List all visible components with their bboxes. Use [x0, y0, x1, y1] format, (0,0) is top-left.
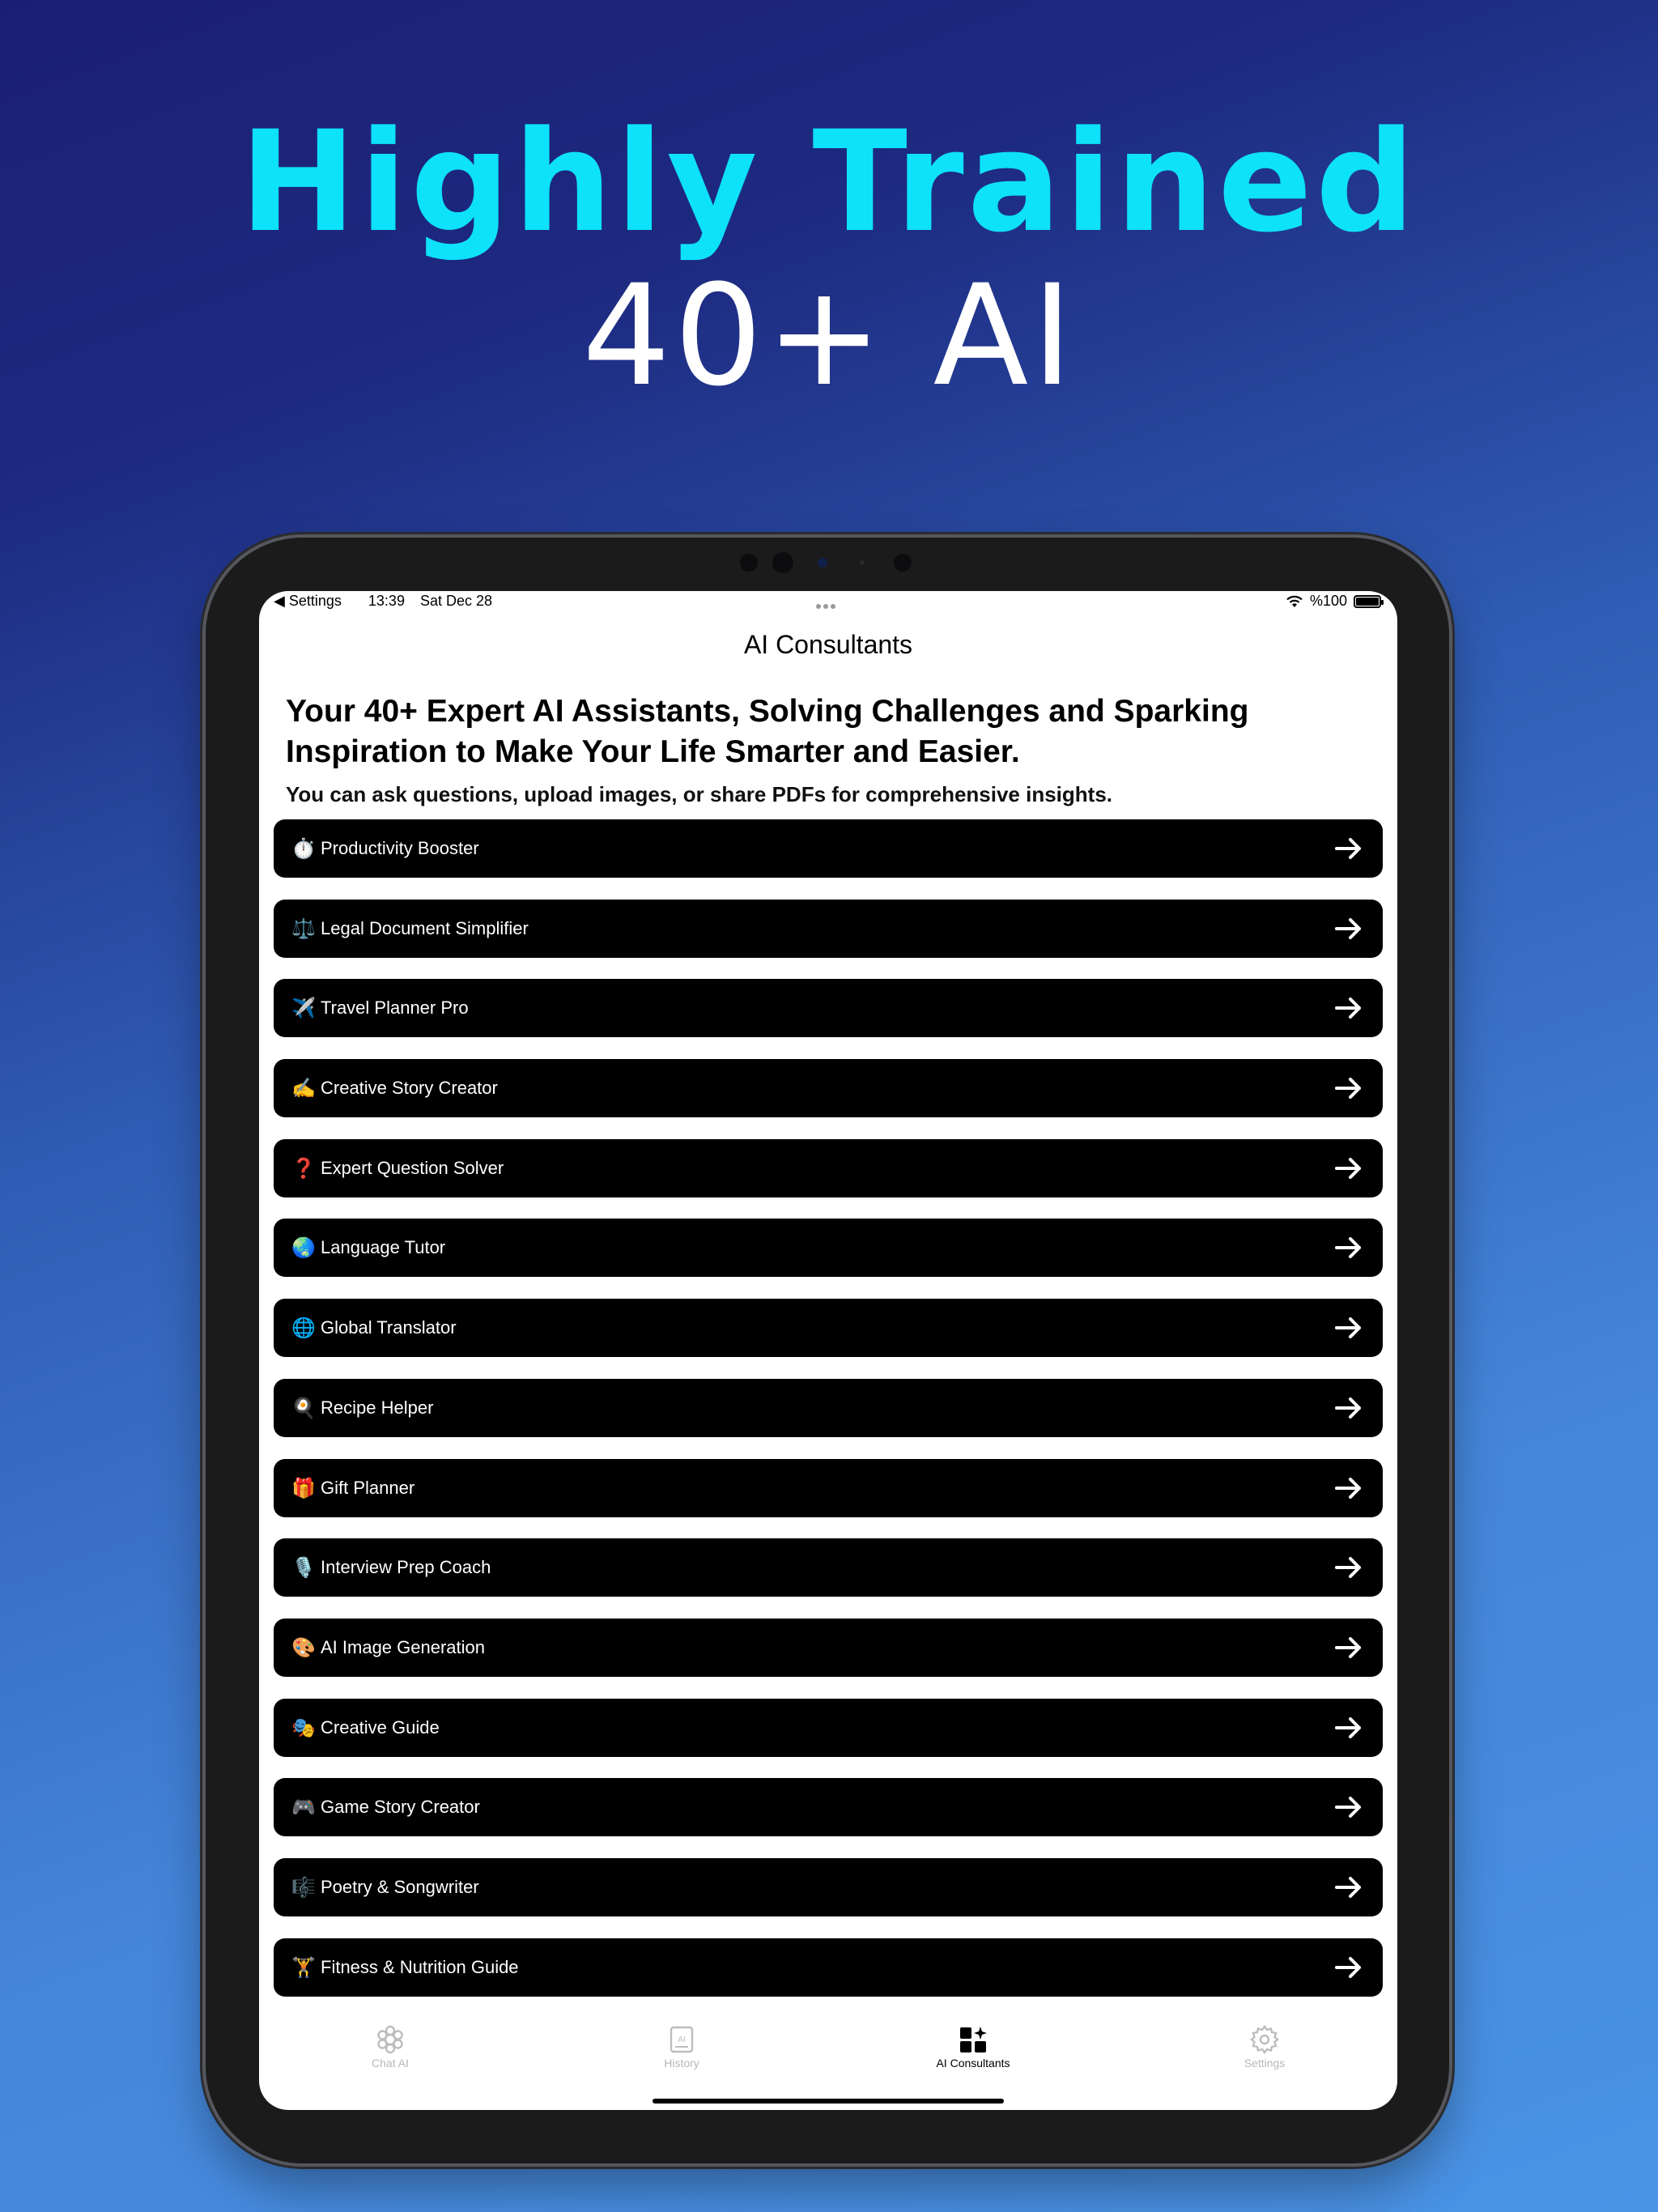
tab-history[interactable]: [601, 2024, 763, 2069]
tab-label: Chat AI: [372, 2057, 409, 2069]
sensor-icon: [860, 560, 865, 565]
status-time: 13:39: [368, 593, 405, 609]
promo-headline: [0, 100, 1658, 417]
consultant-row[interactable]: [274, 1938, 1383, 1997]
back-app-label: Settings: [288, 593, 342, 609]
consultant-emoji-icon: ✍️: [291, 1077, 316, 1100]
sensor-icon: [894, 554, 912, 572]
consultant-row[interactable]: [274, 979, 1383, 1037]
arrow-right-icon: [1333, 1472, 1365, 1504]
arrow-right-icon: [1333, 1712, 1365, 1744]
headline-line1: Highly Trained: [240, 100, 1418, 263]
consultant-emoji-icon: 🎭: [291, 1716, 316, 1739]
consultant-label: Fitness & Nutrition Guide: [321, 1956, 519, 1977]
grid-sparkle-icon: [958, 2024, 988, 2055]
consultant-emoji-icon: 🎁: [291, 1476, 316, 1499]
consultant-row[interactable]: [274, 900, 1383, 958]
consultant-emoji-icon: 🍳: [291, 1396, 316, 1419]
consultant-emoji-icon: 🎙️: [291, 1556, 316, 1580]
consultant-emoji-icon: 🌏: [291, 1236, 316, 1260]
history-document-icon: [666, 2024, 697, 2055]
arrow-right-icon: [1333, 992, 1365, 1024]
arrow-right-icon: [1333, 1312, 1365, 1344]
consultant-label: Interview Prep Coach: [321, 1557, 491, 1578]
consultant-emoji-icon: ❓: [291, 1156, 316, 1180]
gear-icon: [1249, 2024, 1280, 2055]
tab-bar: [259, 2024, 1397, 2110]
back-to-settings-link[interactable]: ◀ Settings: [274, 593, 342, 609]
consultant-row[interactable]: [274, 1778, 1383, 1836]
consultant-row[interactable]: [274, 1139, 1383, 1197]
consultant-row[interactable]: [274, 819, 1383, 878]
consultant-label: Creative Story Creator: [321, 1078, 498, 1099]
app-screen: [259, 591, 1397, 2110]
consultant-row[interactable]: [274, 1299, 1383, 1357]
consultant-emoji-icon: 🎨: [291, 1636, 316, 1659]
front-camera-icon: [818, 558, 827, 568]
consultant-label: Gift Planner: [321, 1477, 415, 1498]
arrow-right-icon: [1333, 1871, 1365, 1904]
consultant-emoji-icon: 🌐: [291, 1317, 316, 1340]
arrow-right-icon: [1333, 1072, 1365, 1104]
consultant-label: Recipe Helper: [321, 1397, 434, 1418]
consultant-row[interactable]: [274, 1459, 1383, 1517]
consultant-emoji-icon: 🎼: [291, 1875, 316, 1899]
wifi-icon: [1286, 595, 1303, 608]
consultant-emoji-icon: 🎮: [291, 1796, 316, 1819]
consultant-label: Productivity Booster: [321, 838, 479, 858]
consultant-row[interactable]: [274, 1538, 1383, 1597]
consultant-row[interactable]: [274, 1219, 1383, 1277]
consultant-emoji-icon: 🏋️: [291, 1955, 316, 1979]
consultant-label: Global Translator: [321, 1317, 457, 1338]
ipad-device-frame: [206, 538, 1449, 2163]
consultant-label: Travel Planner Pro: [321, 998, 469, 1019]
consultant-row[interactable]: [274, 1059, 1383, 1117]
consultant-label: Language Tutor: [321, 1237, 446, 1258]
consultant-row[interactable]: [274, 1379, 1383, 1437]
arrow-right-icon: [1333, 912, 1365, 945]
consultant-row[interactable]: [274, 1858, 1383, 1916]
consultant-emoji-icon: ⚖️: [291, 917, 316, 940]
arrow-right-icon: [1333, 1791, 1365, 1823]
home-indicator[interactable]: [653, 2099, 1004, 2104]
tab-label: Settings: [1244, 2057, 1286, 2069]
consultant-label: Creative Guide: [321, 1716, 440, 1738]
intro-subtitle: You can ask questions, upload images, or share PDFs for comprehensive insights.: [286, 782, 1113, 806]
consultant-label: Expert Question Solver: [321, 1157, 504, 1178]
status-bar: [259, 591, 1397, 610]
consultant-emoji-icon: ✈️: [291, 997, 316, 1020]
tab-ai-consultants[interactable]: [892, 2024, 1054, 2069]
battery-icon: [1354, 595, 1381, 608]
consultant-label: Poetry & Songwriter: [321, 1876, 479, 1897]
arrow-right-icon: [1333, 1951, 1365, 1984]
brain-icon: [375, 2024, 406, 2055]
consultant-label: Game Story Creator: [321, 1797, 480, 1818]
tab-settings[interactable]: [1184, 2024, 1346, 2069]
battery-percent: %100: [1309, 593, 1347, 609]
consultant-list: [274, 819, 1383, 2018]
status-date: Sat Dec 28: [419, 593, 493, 609]
sensor-icon: [740, 554, 758, 572]
arrow-right-icon: [1333, 832, 1365, 865]
arrow-right-icon: [1333, 1551, 1365, 1584]
svg-text:AI: AI: [678, 2035, 686, 2044]
page-title: AI Consultants: [743, 630, 913, 659]
headline-line2: 40+ AI: [581, 254, 1077, 417]
tab-label: History: [664, 2057, 699, 2069]
sensor-icon: [772, 552, 793, 573]
arrow-right-icon: [1333, 1152, 1365, 1185]
intro-heading: Your 40+ Expert AI Assistants, Solving Challenges and Sparking Inspiration to Make Your Life Smarter and Easier.: [286, 694, 1249, 769]
tab-chat-ai[interactable]: [309, 2024, 471, 2069]
tab-label: AI Consultants: [936, 2057, 1010, 2069]
consultant-label: Legal Document Simplifier: [321, 917, 529, 938]
consultant-label: AI Image Generation: [321, 1636, 486, 1657]
arrow-right-icon: [1333, 1231, 1365, 1264]
arrow-right-icon: [1333, 1392, 1365, 1424]
arrow-right-icon: [1333, 1631, 1365, 1664]
consultant-row[interactable]: [274, 1699, 1383, 1757]
consultant-emoji-icon: ⏱️: [291, 837, 316, 860]
multitasking-dots-icon[interactable]: [816, 596, 840, 602]
consultant-row[interactable]: [274, 1619, 1383, 1677]
